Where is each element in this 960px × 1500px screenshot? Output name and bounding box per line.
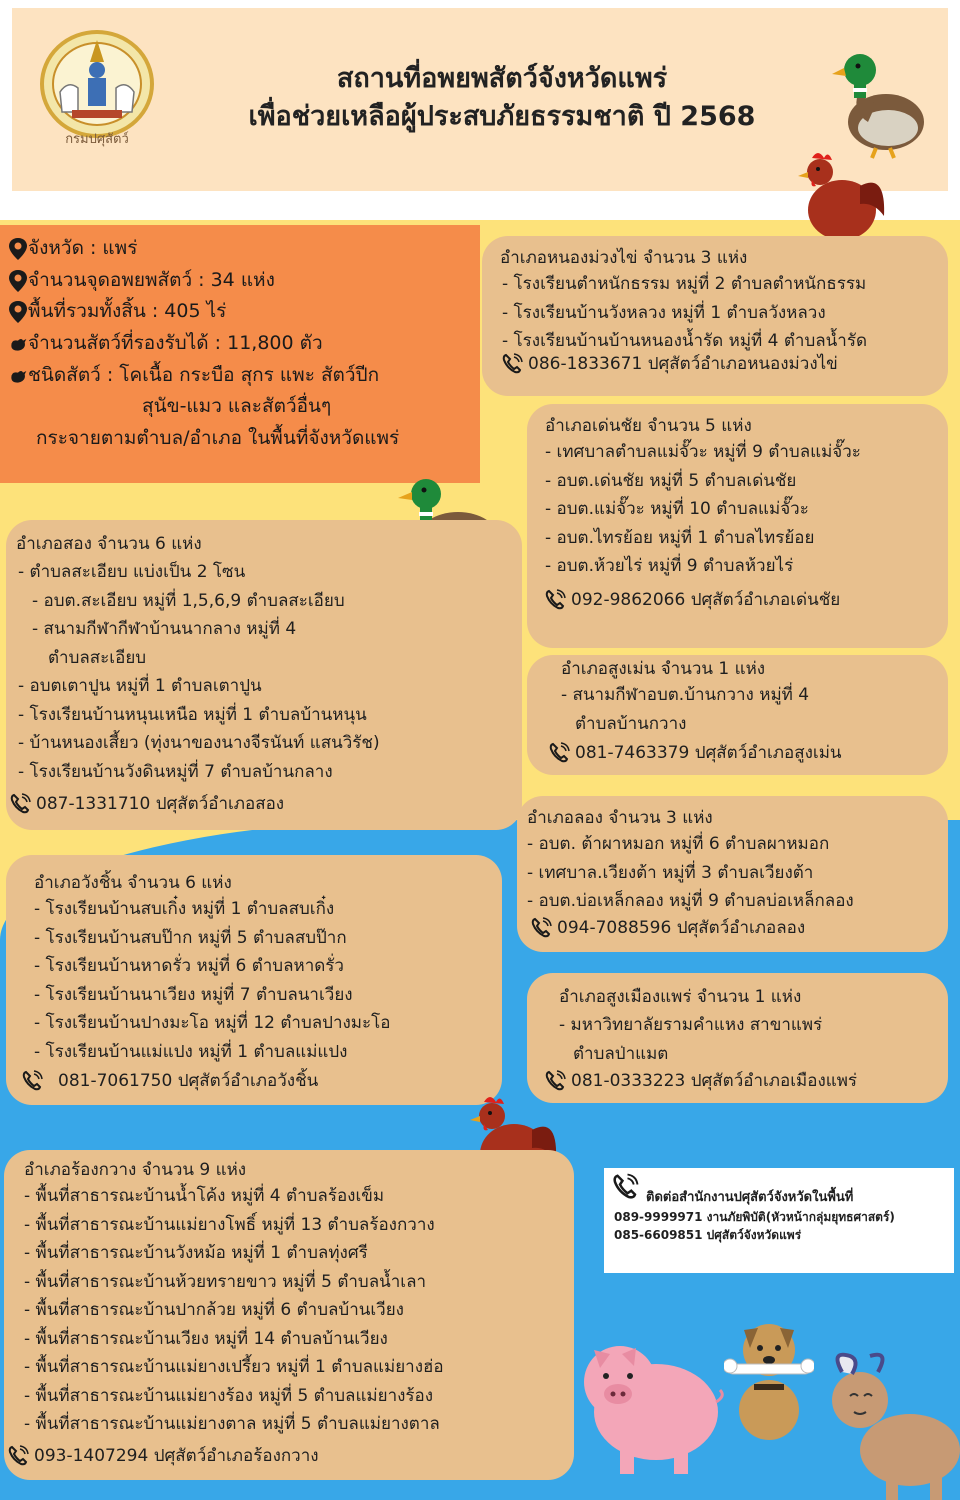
district-card-nongmuangkhai: [482, 236, 948, 396]
summary-province: จังหวัด : แพร่: [8, 233, 137, 263]
district-title: อำเภอสอง จำนวน 6 แห่ง: [16, 534, 202, 554]
summary-panel: [0, 225, 480, 483]
district-phone[interactable]: 081-7061750 ปศุสัตว์อำเภอวังชิ้น: [20, 1067, 318, 1095]
summary-points: จำนวนจุดอพยพสัตว์ : 34 แห่ง: [8, 265, 275, 295]
list-item: - โรงเรียนบ้านสบป๊าก หมู่ที่ 5 ตำบลสบป๊าก: [34, 927, 347, 948]
list-item: - โรงเรียนบ้านวังหลวง หมู่ที่ 1 ตำบลวังหลวง: [502, 302, 826, 323]
list-item: - สนามกีฬากีฬาบ้านนากลาง หมู่ที่ 4: [32, 619, 297, 639]
contact-phone-2[interactable]: 085-6609851 ปศุสัตว์จังหวัดแพร่: [614, 1228, 802, 1242]
list-item: - มหาวิทยาลัยรามคำแหง สาขาแพร่: [559, 1015, 823, 1035]
district-card-song: [6, 520, 522, 830]
logo-text: กรมปศุสัตว์: [65, 132, 129, 147]
district-phone[interactable]: 086-1833671 ปศุสัตว์อำเภอหนองม่วงไข่: [500, 350, 838, 378]
district-card-wangchin: [6, 855, 502, 1105]
phone-icon: [547, 741, 571, 765]
page-title: [182, 60, 822, 136]
contact-panel: [604, 1168, 954, 1273]
phone-icon: [6, 1444, 30, 1468]
list-item: ตำบลสะเอียบ: [48, 647, 147, 668]
list-item: - อบต.แม่จั๊วะ หมู่ที่ 10 ตำบลแม่จั๊วะ: [545, 499, 809, 519]
district-title: อำเภอสูงเมืองแพร่ จำนวน 1 แห่ง: [559, 987, 802, 1007]
phone-icon: [8, 792, 32, 816]
list-item: - พื้นที่สาธารณะบ้านวังหม้อ หมู่ที่ 1 ตำบลทุ่งศรี: [24, 1243, 368, 1263]
district-card-long: [517, 796, 948, 952]
pig-icon: [566, 1330, 726, 1480]
district-title: อำเภอหนองม่วงไข่ จำนวน 3 แห่ง: [500, 248, 748, 268]
list-item: - อบต.ไทรย้อย หมู่ที่ 1 ตำบลไทรย้อย: [545, 527, 815, 548]
district-phone[interactable]: 094-7088596 ปศุสัตว์อำเภอลอง: [529, 914, 805, 942]
list-item: - พื้นที่สาธารณะบ้านแม่ยางเปรี้ยว หมู่ที่ 1 ตำบลแม่ยางฮ่อ: [24, 1357, 444, 1377]
list-item: - อบต.เด่นชัย หมู่ที่ 5 ตำบลเด่นชัย: [545, 470, 797, 491]
phone-icon: [529, 916, 553, 940]
district-items: [561, 681, 809, 738]
list-item: ตำบลบ้านกวาง: [575, 713, 687, 734]
list-item: - อบต.สะเอียบ หมู่ที่ 1,5,6,9 ตำบลสะเอียบ: [32, 590, 345, 611]
contact-phone-1[interactable]: 089-9999971 งานภัยพิบัติ(หัวหน้ากลุ่มยุทธศาสตร์): [614, 1210, 895, 1224]
list-item: - พื้นที่สาธารณะบ้านแม่ยางตาล หมู่ที่ 5 ตำบลแม่ยางตาล: [24, 1414, 440, 1434]
summary-area: พื้นที่รวมทั้งสิ้น : 405 ไร่: [8, 296, 226, 326]
map-pin-icon: [8, 237, 28, 261]
district-title: อำเภอวังชิ้น จำนวน 6 แห่ง: [34, 873, 232, 893]
summary-types-continued: สุนัข-แมว และสัตว์อื่นๆ: [142, 395, 332, 417]
district-title: อำเภอเด่นชัย จำนวน 5 แห่ง: [545, 416, 752, 436]
district-items: [34, 895, 390, 1066]
list-item: - โรงเรียนบ้านปางมะโอ หมู่ที่ 12 ตำบลปางมะโอ: [34, 1013, 391, 1033]
district-title: อำเภอร้องกวาง จำนวน 9 แห่ง: [24, 1160, 247, 1180]
summary-spread: กระจายตามตำบล/อำเภอ ในพื้นที่จังหวัดแพร่: [36, 427, 400, 449]
phone-icon: [20, 1069, 44, 1093]
phone-icon: [500, 352, 524, 376]
list-item: - พื้นที่สาธารณะบ้านปากล้วย หมู่ที่ 6 ตำบลบ้านเวียง: [24, 1300, 404, 1320]
district-title: อำเภอสูงเม่น จำนวน 1 แห่ง: [561, 659, 766, 679]
list-item: - โรงเรียนบ้านวังดินหมู่ที่ 7 ตำบลบ้านกลาง: [18, 761, 333, 782]
district-card-sungmen: [527, 655, 948, 775]
list-item: - โรงเรียนบ้านนาเวียง หมู่ที่ 7 ตำบลนาเวียง: [34, 984, 353, 1005]
chicken-icon: [8, 332, 28, 356]
list-item: - บ้านหนองเสี้ยว (ทุ่งนาของนางจีรนันท์ แสนวิรัช): [18, 733, 380, 753]
list-item: - สนามกีฬาอบต.บ้านกวาง หมู่ที่ 4: [561, 685, 810, 705]
list-item: - โรงเรียนตำหนักธรรม หมู่ที่ 2 ตำบลตำหนักธรรม: [502, 274, 867, 294]
contact-title: ติดต่อสำนักงานปศุสัตว์จังหวัดในพื้นที่: [646, 1190, 854, 1205]
list-item: - พื้นที่สาธารณะบ้านน้ำโค้ง หมู่ที่ 4 ตำบลร้องเข็ม: [24, 1186, 385, 1206]
list-item: - เทศบาลตำบลแม่จั๊วะ หมู่ที่ 9 ตำบลแม่จั๊วะ: [545, 442, 861, 462]
list-item: - พื้นที่สาธารณะบ้านแม่ยางร้อง หมู่ที่ 5 ตำบลแม่ยางร้อง: [24, 1385, 434, 1406]
district-items: [545, 438, 861, 581]
list-item: - อบต.บ่อเหล็กลอง หมู่ที่ 9 ตำบลบ่อเหล็กลอง: [527, 891, 854, 911]
district-phone[interactable]: 081-0333223 ปศุสัตว์อำเภอเมืองแพร่: [543, 1067, 857, 1095]
list-item: - พื้นที่สาธารณะบ้านห้วยทรายขาว หมู่ที่ 5 ตำบลน้ำเลา: [24, 1271, 427, 1292]
district-phone[interactable]: 087-1331710 ปศุสัตว์อำเภอสอง: [8, 790, 284, 818]
map-pin-icon: [8, 269, 28, 293]
summary-types: ชนิดสัตว์ : โคเนื้อ กระบือ สุกร แพะ สัตว์ปีก: [8, 360, 379, 390]
list-item: - โรงเรียนบ้านแม่แปง หมู่ที่ 1 ตำบลแม่แปง: [34, 1041, 348, 1062]
district-phone[interactable]: 081-7463379 ปศุสัตว์อำเภอสูงเม่น: [547, 739, 842, 767]
list-item: - พื้นที่สาธารณะบ้านแม่ยางโพธิ์ หมู่ที่ 13 ตำบลร้องกวาง: [24, 1214, 435, 1235]
district-card-mueang: [527, 973, 948, 1103]
district-card-rongkwang: [4, 1150, 574, 1480]
district-card-denchai: [527, 404, 948, 648]
title-line-1: สถานที่อพยพสัตว์จังหวัดแพร่: [336, 63, 668, 94]
list-item: - พื้นที่สาธารณะบ้านเวียง หมู่ที่ 14 ตำบลบ้านเวียง: [24, 1328, 388, 1349]
goat-icon: [820, 1350, 960, 1500]
list-item: ตำบลป่าแมต: [573, 1043, 669, 1064]
phone-icon: [610, 1172, 640, 1202]
list-item: - โรงเรียนบ้านสบเกิ๋ง หมู่ที่ 1 ตำบลสบเกิ๋ง: [34, 899, 335, 919]
map-pin-icon: [8, 300, 28, 324]
summary-capacity: จำนวนสัตว์ที่รองรับได้ : 11,800 ตัว: [8, 328, 323, 358]
district-items: [559, 1011, 822, 1068]
list-item: - โรงเรียนบ้านหาดรั่ว หมู่ที่ 6 ตำบลหาดรั่ว: [34, 956, 344, 976]
district-title: อำเภอลอง จำนวน 3 แห่ง: [527, 808, 713, 828]
district-items: [527, 830, 854, 916]
district-phone[interactable]: 093-1407294 ปศุสัตว์อำเภอร้องกวาง: [6, 1442, 319, 1470]
list-item: - โรงเรียนบ้านหนุนเหนือ หมู่ที่ 1 ตำบลบ้านหนุน: [18, 704, 367, 725]
district-items: [18, 558, 380, 786]
district-items: [24, 1182, 444, 1439]
dog-icon: [724, 1314, 814, 1442]
list-item: - อบต. ต้าผาหมอก หมู่ที่ 6 ตำบลผาหมอก: [527, 834, 830, 854]
list-item: - ตำบลสะเอียบ แบ่งเป็น 2 โซน: [18, 562, 246, 582]
chicken-icon: [8, 364, 28, 388]
list-item: - เทศบาล.เวียงต้า หมู่ที่ 3 ตำบลเวียงต้า: [527, 862, 814, 883]
list-item: - อบตเตาปูน หมู่ที่ 1 ตำบลเตาปูน: [18, 676, 262, 696]
district-items: [502, 270, 867, 356]
list-item: - อบต.ห้วยไร่ หมู่ที่ 9 ตำบลห้วยไร่: [545, 556, 794, 576]
phone-icon: [543, 588, 567, 612]
district-phone[interactable]: 092-9862066 ปศุสัตว์อำเภอเด่นชัย: [543, 586, 840, 614]
title-line-2: เพื่อช่วยเหลือผู้ประสบภัยธรรมชาติ ปี 2568: [248, 101, 756, 132]
list-item: - โรงเรียนบ้านบ้านหนองน้ำรัด หมู่ที่ 4 ตำบลน้ำรัด: [502, 331, 867, 351]
